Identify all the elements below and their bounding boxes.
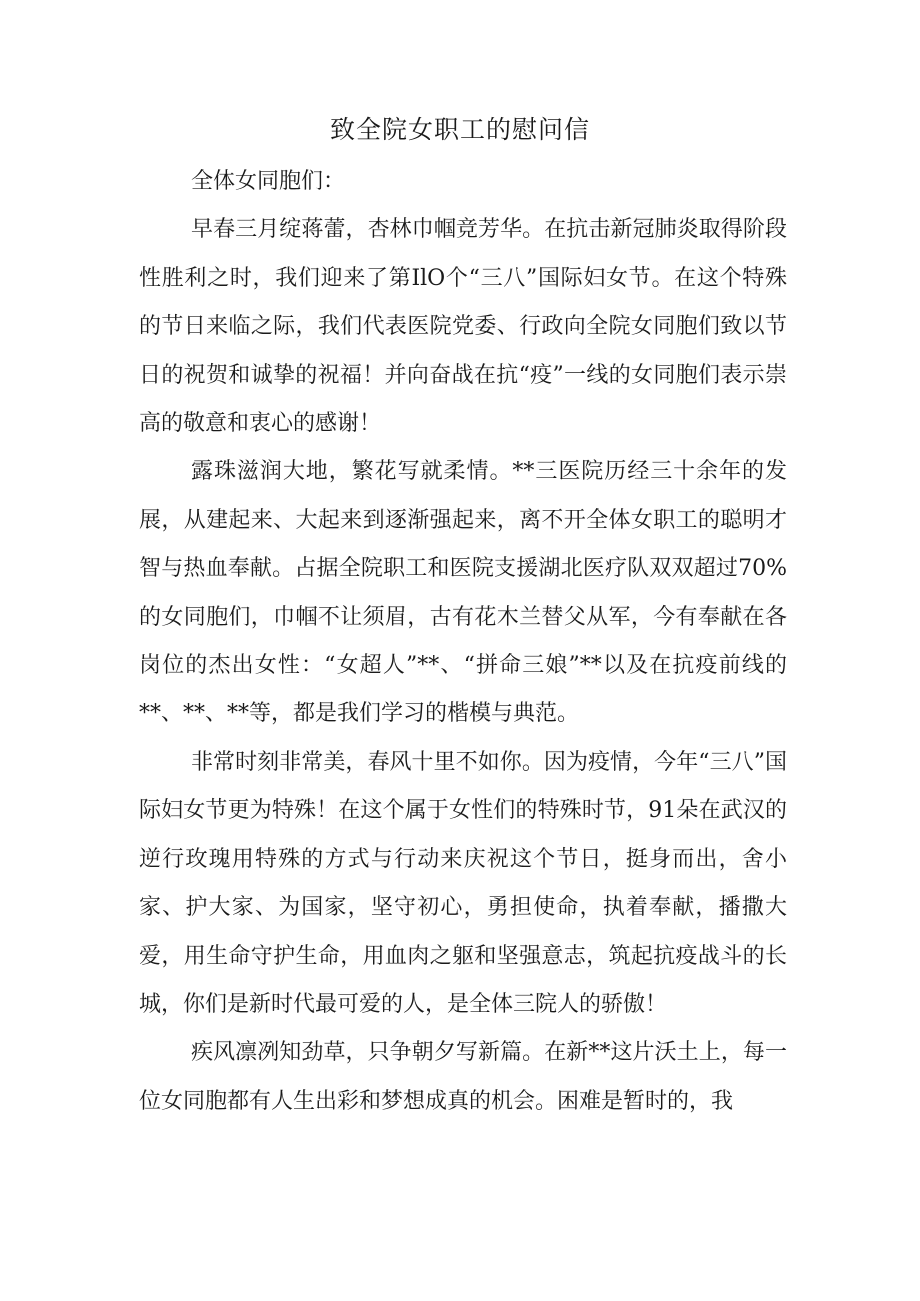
paragraph-3: 非常时刻非常美，春风十里不如你。因为疫情，今年“三八”国际妇女节更为特殊！在这个属于女性们的特殊时节，91朵在武汉的逆行玫瑰用特殊的方式与行动来庆祝这个节日，挺身而出，舍小家、护大家、为国家，坚守初心，勇担使命，执着奉献，播撒大爱，用生命守护生命，用血肉之躯和坚强意志，筑起抗疫战斗的长城，你们是新时代最可爱的人，是全体三院人的骄傲！ (139, 749, 787, 1017)
paragraph-4: 疾风凛冽知劲草，只争朝夕写新篇。在新**这片沃土上，每一位女同胞都有人生出彩和梦想成真的机会。困难是暂时的，我 (139, 1040, 787, 1114)
paragraph-1: 早春三月绽蒋蕾，杏林巾帼竞芳华。在抗击新冠肺炎取得阶段性胜利之时，我们迎来了第IlO个“三八”国际妇女节。在这个特殊的节日来临之际，我们代表医院党委、行政向全院女同胞们致以节日的祝贺和诚挚的祝福！并向奋战在抗“疫”一线的女同胞们表示崇高的敬意和衷心的感谢！ (139, 217, 787, 437)
salutation: 全体女同胞们： (191, 169, 346, 194)
document-title: 致全院女职工的慰问信 (329, 115, 590, 144)
document-body (139, 158, 787, 1126)
paragraph-2: 露珠滋润大地，繁花写就柔情。**三医院历经三十余年的发展，从建起来、大起来到逐渐强起来，离不开全体女职工的聪明才智与热血奉献。占据全院职工和医院支援湖北医疗队双双超过70%的女同胞们，巾帼不让须眉，古有花木兰替父从军，今有奉献在各岗位的杰出女性：“女超人”**、“拼命三娘”**以及在抗疫前线的**、**、**等，都是我们学习的楷模与典范。 (139, 459, 787, 727)
